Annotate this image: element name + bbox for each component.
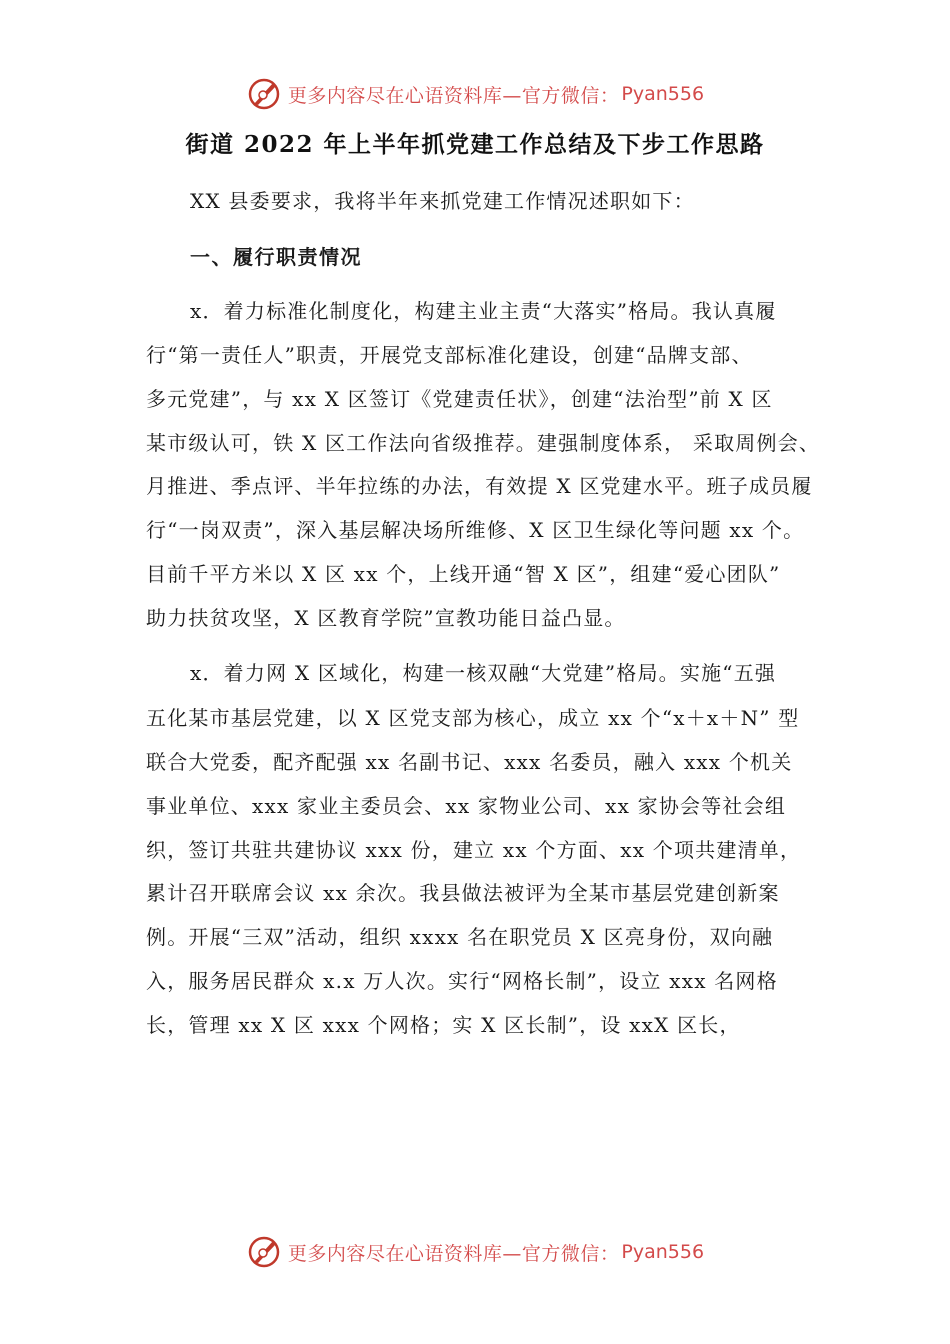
text-line: 累计召开联席会议 xx 余次。我县做法被评为全某市基层党建创新案 — [146, 881, 780, 905]
header-watermark — [0, 72, 950, 116]
wechat-id: Pyan556 — [621, 83, 705, 105]
quill-seal-icon — [246, 1234, 282, 1270]
text-line: 助力扶贫攻坚，X 区教育学院”宣教功能日益凸显。 — [146, 606, 626, 630]
document-title: 街道 2022 年上半年抓党建工作总结及下步工作思路 — [185, 131, 765, 158]
wechat-id: Pyan556 — [621, 1241, 705, 1263]
text-line: 某市级认可，铁 X 区工作法向省级推荐。建强制度体系， 采取周例会、 — [146, 431, 821, 455]
intro-paragraph: XX 县委要求，我将半年来抓党建工作情况述职如下： — [190, 189, 695, 213]
text-line: 目前千平方米以 X 区 xx 个，上线开通“智 X 区”，组建“爱心团队” — [146, 562, 781, 586]
text-line: 五化某市基层党建，以 X 区党支部为核心，成立 xx 个“x＋x＋N” 型 — [146, 706, 800, 730]
text-line: x．着力标准化制度化，构建主业主责“大落实”格局。我认真履 — [190, 299, 777, 323]
text-line: 月推进、季点评、半年拉练的办法，有效提 X 区党建水平。班子成员履 — [146, 474, 813, 498]
text-line: 织，签订共驻共建协议 xxx 份，建立 xx 个方面、xx 个项共建清单， — [146, 838, 802, 862]
watermark-text: 更多内容尽在心语资料库—官方微信： — [287, 1242, 620, 1265]
footer-watermark — [0, 1230, 950, 1274]
text-line: 行“第一责任人”职责，开展党支部标准化建设，创建“品牌支部、 — [146, 343, 753, 367]
section-heading: 一、履行职责情况 — [190, 245, 362, 269]
text-line: x．着力网 X 区域化，构建一核双融“大党建”格局。实施“五强 — [190, 661, 777, 685]
watermark-text: 更多内容尽在心语资料库—官方微信： — [287, 84, 620, 107]
quill-seal-icon — [246, 76, 282, 112]
text-line: 行“一岗双责”，深入基层解决场所维修、X 区卫生绿化等问题 xx 个。 — [146, 518, 805, 542]
text-line: 例。开展“三双”活动，组织 xxxx 名在职党员 X 区亮身份，双向融 — [146, 925, 774, 949]
text-line: 多元党建”，与 xx X 区签订《党建责任状》，创建“法治型”前 X 区 — [146, 387, 773, 411]
text-line: 入，服务居民群众 x.x 万人次。实行“网格长制”，设立 xxx 名网格 — [146, 969, 778, 993]
text-line: 联合大党委，配齐配强 xx 名副书记、xxx 名委员，融入 xxx 个机关 — [146, 750, 793, 774]
text-line: 长，管理 xx X 区 xxx 个网格；实 X 区长制”，设 xxX 区长， — [146, 1013, 741, 1037]
text-line: 事业单位、xxx 家业主委员会、xx 家物业公司、xx 家协会等社会组 — [146, 794, 787, 818]
